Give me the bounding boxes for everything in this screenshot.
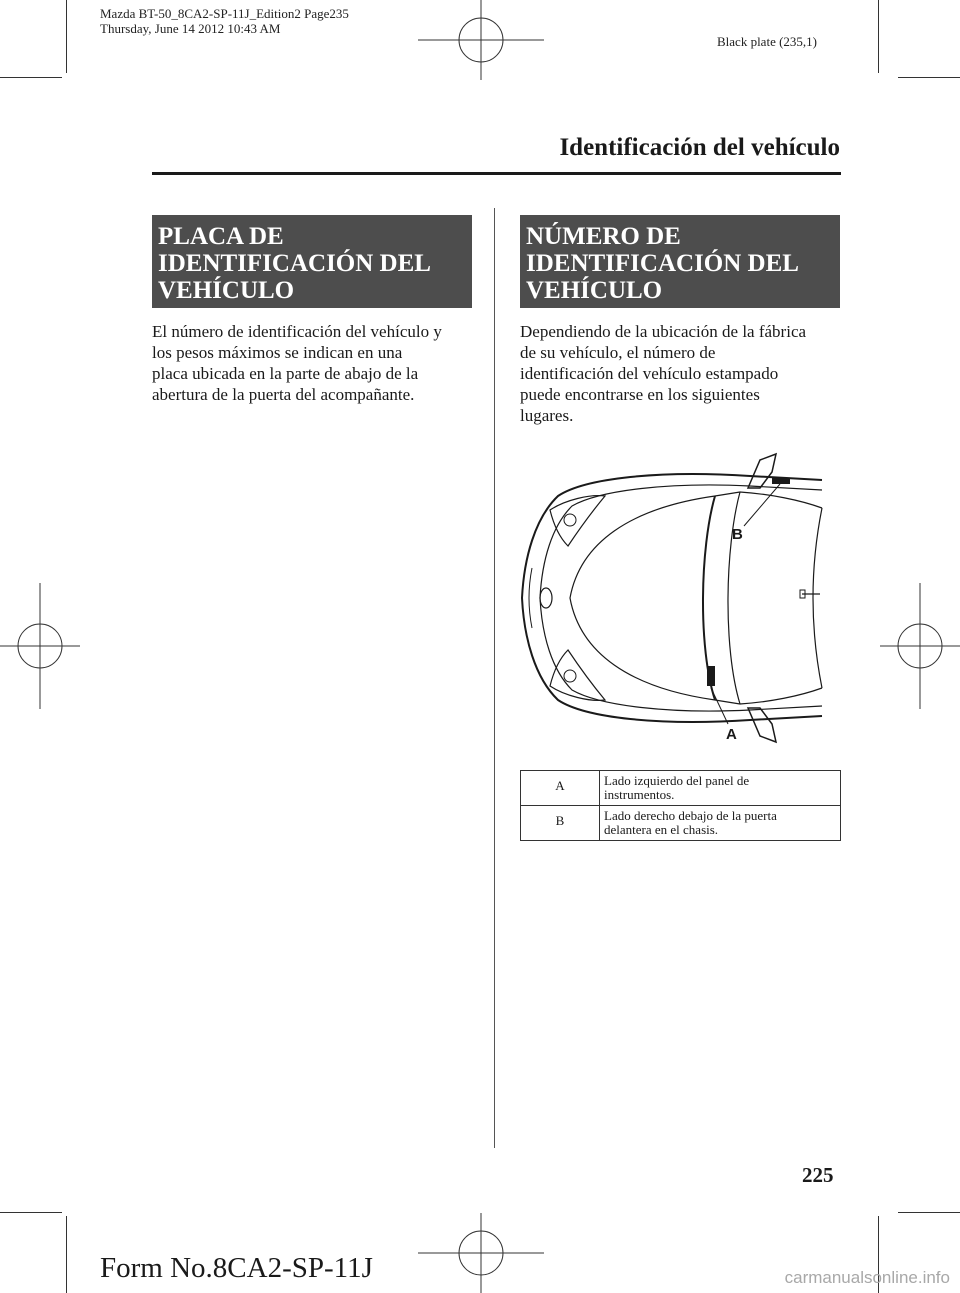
text-line: El número de identificación del vehículo y xyxy=(152,322,442,341)
legend-text-line: Lado derecho debajo de la puerta xyxy=(604,808,777,823)
legend-text-line: instrumentos. xyxy=(604,787,675,802)
text-line: puede encontrarse en los siguientes xyxy=(520,385,760,404)
registration-mark-bottom xyxy=(418,1213,544,1293)
text-line: placa ubicada en la parte de abajo de la xyxy=(152,364,419,383)
legend-description xyxy=(600,771,841,806)
heading-line: IDENTIFICACIÓN DEL xyxy=(158,250,431,277)
print-meta-line: Mazda BT-50_8CA2-SP-11J_Edition2 Page235 xyxy=(100,6,349,21)
registration-mark-right xyxy=(880,583,960,709)
vehicle-location-illustration xyxy=(510,448,840,748)
text-line: de su vehículo, el número de xyxy=(520,343,716,362)
heading-line: IDENTIFICACIÓN DEL xyxy=(526,250,799,277)
plate-label: Black plate (235,1) xyxy=(717,34,817,49)
crop-mark xyxy=(66,0,67,73)
crop-mark xyxy=(0,77,62,78)
section-title: Identificación del vehículo xyxy=(559,134,840,161)
text-line: abertura de la puerta del acompañante. xyxy=(152,385,415,404)
legend-key: B xyxy=(521,806,600,841)
heading-line: VEHÍCULO xyxy=(158,277,295,304)
text-line: Dependiendo de la ubicación de la fábrica xyxy=(520,322,807,341)
legend-key: A xyxy=(521,771,600,806)
watermark: carmanualsonline.info xyxy=(784,1268,950,1287)
text-line: identificación del vehículo estampado xyxy=(520,364,779,383)
crop-mark xyxy=(878,0,879,73)
crop-mark xyxy=(66,1216,67,1293)
registration-mark-left xyxy=(0,583,80,709)
crop-mark xyxy=(898,1212,960,1213)
print-meta xyxy=(100,6,349,36)
table-row xyxy=(521,771,841,806)
registration-mark-top xyxy=(418,0,544,80)
table-row xyxy=(521,806,841,841)
heading-numero-identificacion xyxy=(520,215,840,308)
heading-placa-identificacion xyxy=(152,215,472,308)
figure-label-a: A xyxy=(726,726,737,743)
heading-line: NÚMERO DE xyxy=(526,223,681,250)
legend-text-line: Lado izquierdo del panel de xyxy=(604,773,750,788)
crop-mark xyxy=(898,77,960,78)
text-line: lugares. xyxy=(520,406,574,425)
page-number: 225 xyxy=(802,1163,834,1187)
paragraph-numero xyxy=(520,321,850,426)
section-rule xyxy=(152,172,841,175)
heading-line: PLACA DE xyxy=(158,223,284,250)
paragraph-placa xyxy=(152,321,482,405)
column-divider xyxy=(494,208,495,1148)
legend-text-line: delantera en el chasis. xyxy=(604,822,719,837)
print-meta-line: Thursday, June 14 2012 10:43 AM xyxy=(100,21,281,36)
location-legend-table xyxy=(520,770,841,841)
legend-description xyxy=(600,806,841,841)
figure-label-b: B xyxy=(732,526,743,543)
crop-mark xyxy=(0,1212,62,1213)
text-line: los pesos máximos se indican en una xyxy=(152,343,403,362)
form-number: Form No.8CA2-SP-11J xyxy=(100,1252,373,1284)
heading-line: VEHÍCULO xyxy=(526,277,663,304)
